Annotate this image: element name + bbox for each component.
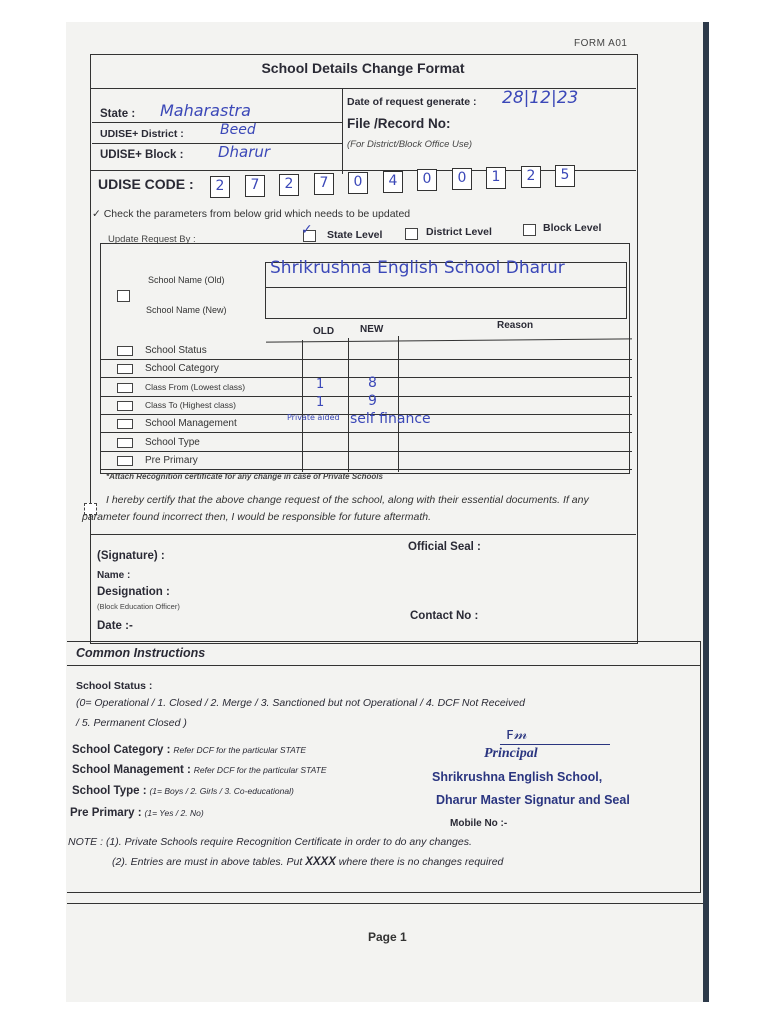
- udise-digit: 2: [284, 176, 294, 192]
- row-checkbox[interactable]: [117, 419, 133, 429]
- header-divider: [342, 88, 343, 174]
- instructions-title: Common Instructions: [76, 646, 206, 660]
- signature-line: [500, 744, 610, 745]
- grid-new-value: 9: [368, 393, 377, 409]
- preprimary-label: Pre Primary :: [70, 807, 142, 819]
- grid-row-divider: [100, 396, 632, 397]
- seal-principal: Principal: [484, 746, 538, 761]
- grid-row-divider: [100, 432, 632, 433]
- seal-place: Dharur Master Signatur and Seal: [436, 793, 630, 807]
- grid-row-label: Class From (Lowest class): [145, 382, 246, 392]
- grid-old-value: 1: [316, 377, 325, 392]
- certify-text: I hereby certify that the above change request of the school, along with their essential documents. If any parameter found incorrect then, I would be responsible for future aftermath.: [82, 494, 589, 523]
- date-value: 28|12|23: [502, 88, 579, 108]
- udise-digit: 0: [457, 170, 467, 186]
- col-reason-header: Reason: [497, 320, 534, 331]
- grid-row-divider: [100, 359, 632, 360]
- management-text: Refer DCF for the particular STATE: [193, 765, 327, 775]
- col-new-header: NEW: [360, 324, 384, 335]
- mobile-label: Mobile No :-: [450, 818, 508, 829]
- state-level-label: State Level: [327, 229, 383, 241]
- grid-row-divider: [100, 469, 632, 470]
- note-2: [112, 856, 503, 868]
- udise-label: UDISE CODE :: [98, 176, 194, 192]
- footer-divider: [67, 903, 703, 904]
- udise-digit: 2: [215, 178, 225, 194]
- note-1-text: (1). Private Schools require Recognition Certificate in order to do any changes.: [105, 836, 472, 848]
- block-level-checkbox[interactable]: [523, 224, 536, 236]
- udise-digit: 0: [422, 171, 432, 187]
- row-checkbox[interactable]: [117, 346, 133, 356]
- date-label: Date of request generate :: [347, 96, 477, 108]
- name-label: Name :: [97, 570, 131, 581]
- note-2-xxxx: XXXX: [305, 856, 336, 868]
- block-label: UDISE+ Block :: [100, 149, 184, 161]
- udise-digit: 7: [319, 175, 329, 191]
- divider: [67, 665, 700, 666]
- signature-label: (Signature) :: [97, 550, 165, 562]
- state-value: Maharastra: [160, 101, 251, 120]
- block-value: Dharur: [218, 143, 271, 161]
- school-name-checkbox[interactable]: [117, 290, 130, 302]
- udise-digit: 4: [388, 173, 398, 189]
- grid-row-label: School Management: [145, 418, 237, 429]
- contact-label: Contact No :: [410, 610, 479, 622]
- state-label: State :: [100, 108, 136, 120]
- note-2-text-c: where there is no changes required: [338, 856, 504, 868]
- grid-row-label: Class To (Highest class): [145, 400, 237, 410]
- note-1: [68, 836, 472, 848]
- principal-signature-icon: ꜰ𝓂: [506, 724, 528, 743]
- check-instruction: ✓ Check the parameters from below grid which needs to be updated: [92, 208, 411, 220]
- grid-row-label: School Type: [145, 437, 200, 448]
- district-label: UDISE+ District :: [100, 128, 184, 140]
- form-title: School Details Change Format: [261, 60, 465, 76]
- seal-school: Shrikrushna English School,: [432, 770, 603, 784]
- note-2-text-a: (2). Entries are must in above tables. Put: [112, 856, 303, 868]
- row-checkbox[interactable]: [117, 438, 133, 448]
- grid-row-divider: [100, 451, 632, 452]
- record-note: (For District/Block Office Use): [347, 139, 473, 150]
- record-label: File /Record No:: [347, 116, 451, 131]
- status-title: School Status :: [76, 680, 153, 692]
- attach-note: *Attach Recognition certificate for any change in case of Private Schools: [106, 472, 383, 481]
- form-id: FORM A01: [574, 38, 628, 49]
- grid-new-value: 8: [368, 375, 377, 391]
- block-level-label: Block Level: [543, 222, 602, 234]
- divider: [90, 534, 636, 535]
- row-checkbox[interactable]: [117, 364, 133, 374]
- divider: [92, 143, 342, 144]
- date-sign-label: Date :-: [97, 620, 133, 632]
- new-name-label: School Name (New): [146, 305, 227, 315]
- udise-digit: 0: [353, 174, 363, 190]
- grid-row-label: Pre Primary: [145, 455, 198, 466]
- udise-digit: 1: [491, 169, 501, 185]
- grid-row-label: School Status: [145, 345, 207, 356]
- category-label: School Category :: [72, 744, 171, 756]
- district-level-checkbox[interactable]: [405, 228, 418, 240]
- new-name-field[interactable]: [265, 287, 627, 319]
- note-label: NOTE :: [68, 836, 104, 848]
- type-text: (1= Boys / 2. Girls / 3. Co-educational): [149, 786, 294, 796]
- row-checkbox[interactable]: [117, 456, 133, 466]
- district-value: Beed: [220, 122, 256, 138]
- management-label: School Management :: [72, 764, 191, 776]
- official-seal-label: Official Seal :: [408, 541, 481, 553]
- page-number: Page 1: [368, 930, 407, 944]
- grid-new-value: self finance: [350, 411, 431, 427]
- old-name-value: Shrikrushna English School Dharur: [270, 258, 565, 278]
- grid-row-divider: [100, 377, 632, 378]
- udise-digit: 5: [560, 167, 570, 183]
- row-checkbox[interactable]: [117, 401, 133, 411]
- grid-row-label: School Category: [145, 363, 219, 374]
- status-line-1: (0= Operational / 1. Closed / 2. Merge / 3. Sanctioned but not Operational / 4. DCF Not Received: [76, 697, 525, 709]
- udise-digit: 2: [526, 168, 536, 184]
- category-text: Refer DCF for the particular STATE: [173, 745, 307, 755]
- grid-old-value: 1: [316, 395, 325, 410]
- old-name-label: School Name (Old): [148, 275, 225, 285]
- grid-old-value: Private aided: [287, 413, 340, 422]
- type-label: School Type :: [72, 785, 147, 797]
- preprimary-text: (1= Yes / 2. No): [144, 808, 204, 818]
- designation-label: Designation :: [97, 586, 170, 598]
- udise-digit: 7: [250, 177, 260, 193]
- status-line-2: / 5. Permanent Closed ): [76, 717, 187, 729]
- designation-note: (Block Education Officer): [97, 602, 180, 611]
- update-request-label: Update Request By :: [108, 234, 196, 245]
- row-checkbox[interactable]: [117, 383, 133, 393]
- divider: [92, 122, 342, 123]
- district-level-label: District Level: [426, 226, 492, 238]
- checkmark-icon: ✓: [301, 222, 313, 238]
- col-old-header: OLD: [313, 326, 335, 337]
